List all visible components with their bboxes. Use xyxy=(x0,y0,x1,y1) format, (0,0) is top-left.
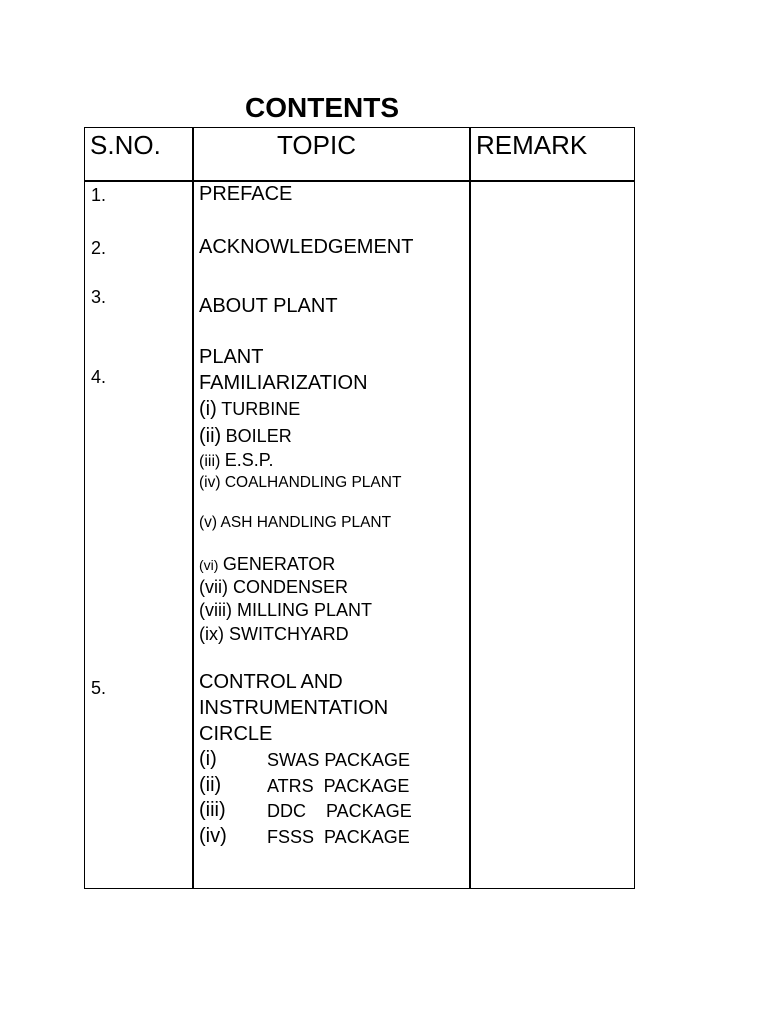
sub-item-ash-handling xyxy=(199,515,391,531)
row-number-1: 1. xyxy=(91,185,107,205)
topic-about-plant: ABOUT PLANT xyxy=(199,295,338,317)
sub-item-label: CONDENSER xyxy=(233,577,349,597)
sub-item-prefix: (ix) xyxy=(199,624,224,644)
topic-control-line2: INSTRUMENTATION xyxy=(199,697,389,719)
sub-item-prefix: (v) xyxy=(199,514,218,531)
sub-item-condenser xyxy=(199,578,348,596)
row-number-5: 5. xyxy=(91,678,107,698)
sub-item-boiler xyxy=(199,426,292,446)
sub-item-label: MILLING PLANT xyxy=(237,600,373,620)
sub-item-swas-package: SWAS PACKAGE xyxy=(267,750,411,770)
sub-item-prefix: (i) xyxy=(199,748,217,770)
sub-item-coalhandling xyxy=(199,475,401,491)
sub-item-prefix: (iii) xyxy=(199,799,226,821)
column-header-topic: TOPIC xyxy=(277,130,356,160)
row-number-4: 4. xyxy=(91,367,107,387)
body-cell-remark xyxy=(469,180,635,889)
sub-item-prefix: (i) xyxy=(199,398,217,420)
sub-item-label: COALHANDLING PLANT xyxy=(224,474,402,491)
topic-plant-line1: PLANT xyxy=(199,346,264,368)
sub-item-label: E.S.P. xyxy=(224,450,274,470)
sub-item-label: BOILER xyxy=(225,426,292,446)
topic-control-line1: CONTROL AND xyxy=(199,671,343,693)
topic-plant-line2: FAMILIARIZATION xyxy=(199,372,368,394)
sub-item-atrs-package: ATRS PACKAGE xyxy=(267,776,410,796)
row-number-2: 2. xyxy=(91,238,107,258)
sub-item-milling-plant xyxy=(199,601,372,619)
column-header-sno: S.NO. xyxy=(90,130,161,160)
sub-item-turbine xyxy=(199,399,300,419)
sub-item-prefix: (ii) xyxy=(199,425,222,447)
sub-item-prefix: (ii) xyxy=(199,774,222,796)
sub-item-prefix: (iv) xyxy=(199,825,227,847)
row-number-3: 3. xyxy=(91,287,107,307)
topic-acknowledgement: ACKNOWLEDGEMENT xyxy=(199,236,414,258)
column-header-remark: REMARK xyxy=(476,130,588,160)
sub-item-label: SWITCHYARD xyxy=(229,624,349,644)
sub-item-label: TURBINE xyxy=(221,399,301,419)
sub-item-prefix: (vi) xyxy=(199,557,219,573)
sub-item-label: GENERATOR xyxy=(222,554,336,574)
sub-item-generator xyxy=(199,555,335,574)
page-title: CONTENTS xyxy=(245,92,399,123)
sub-item-prefix: (vii) xyxy=(199,577,228,597)
sub-item-fsss-package: FSSS PACKAGE xyxy=(267,827,410,847)
topic-control-line3: CIRCLE xyxy=(199,723,273,745)
sub-item-ddc-package: DDC PACKAGE xyxy=(267,801,412,821)
sub-item-prefix: (iv) xyxy=(199,474,221,491)
sub-item-label: ASH HANDLING PLANT xyxy=(220,514,392,531)
sub-item-esp xyxy=(199,451,273,470)
topic-preface: PREFACE xyxy=(199,183,293,205)
sub-item-prefix: (iii) xyxy=(199,453,221,470)
sub-item-switchyard xyxy=(199,625,349,643)
sub-item-prefix: (viii) xyxy=(199,600,232,620)
